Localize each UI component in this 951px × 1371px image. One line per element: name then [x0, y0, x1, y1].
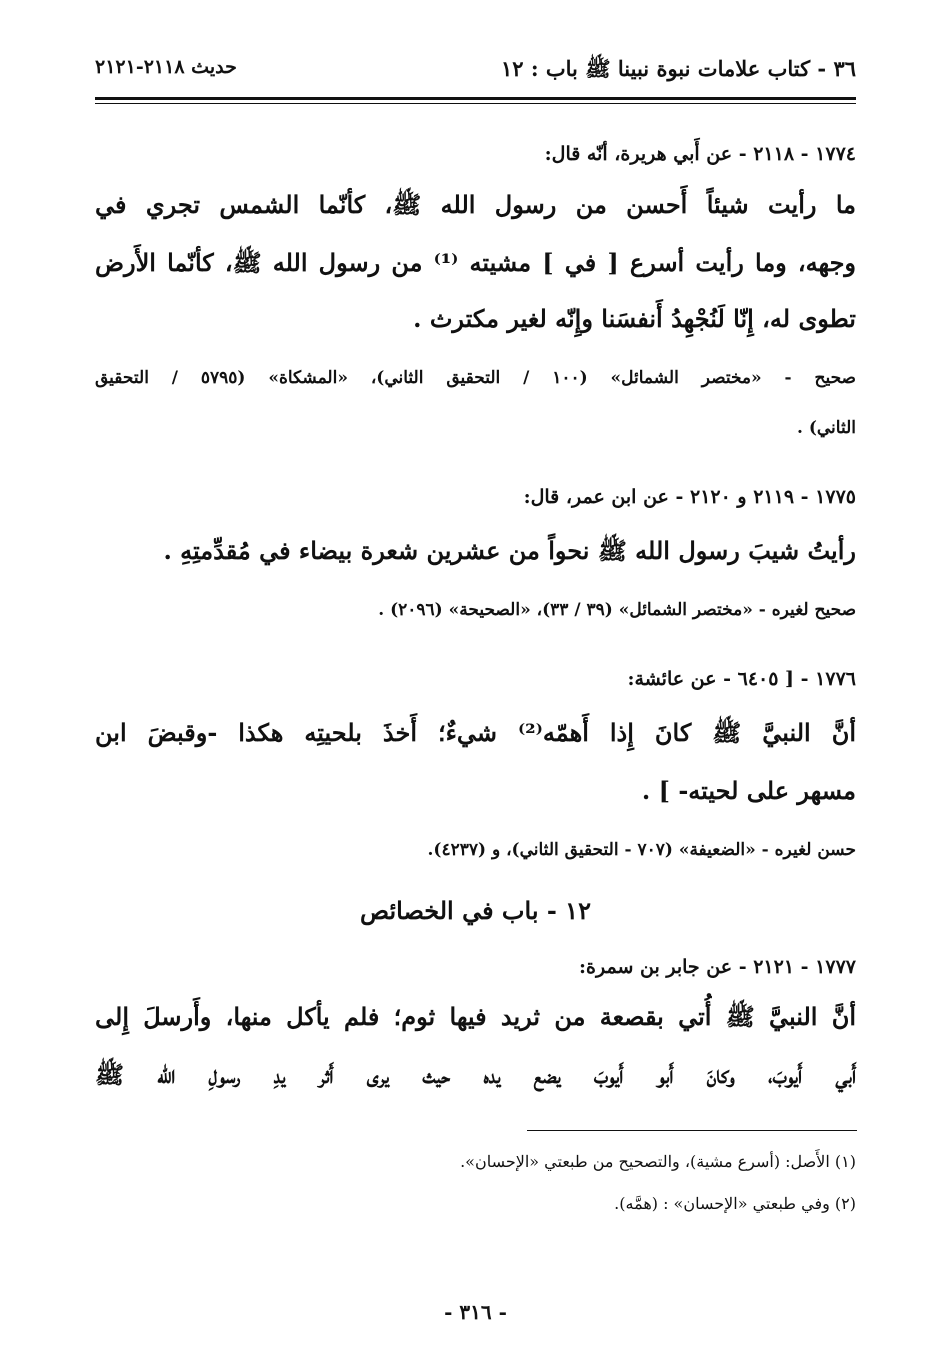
hadith-1777-intro: ١٧٧٧ - ٢١٢١ - عن جابر بن سمرة:: [579, 956, 856, 978]
footnote-2: (٢) وفي طبعتي «الإحسان» : (همَّه).: [614, 1194, 856, 1213]
hadith-1776-grading: حسن لغيره - «الضعيفة» (٧٠٧ - التحقيق الثاني)، و (٤٢٣٧).: [427, 840, 856, 860]
footnote-separator: [95, 1130, 857, 1131]
hadith-1774-grading-line-1: صحيح - «مختصر الشمائل» (١٠٠ / التحقيق الثاني)، «المشكاة» (٥٧٩٥ / التحقيق: [95, 368, 856, 388]
hadith-1775-text-line-1: رأيتُ شيبَ رسول الله ﷺ نحواً من عشرين شعرة بيضاء في مُقدِّمتِهِ .: [163, 536, 856, 565]
hadith-1774-text-line-2: وجهه، وما رأيت أسرع [ في ] مشيته ⁽¹⁾ من رسول الله ﷺ، كأنّما الأَرض: [95, 248, 856, 277]
header-rule-thin: [95, 103, 856, 104]
hadith-1777-text-line-2: أَبي أَيوبَ، وكانَ أَبو أَيوبَ يضع يده حيث يرى أَثر يدِ رسولِ الله ﷺ: [95, 1060, 856, 1089]
hadith-1774-grading-line-2: الثاني) .: [797, 418, 856, 438]
hadith-1776-text-line-1: أنَّ النبيَّ ﷺ كانَ إِذا أَهمّه⁽²⁾ شيءٌ؛ أَخذَ بلحيتِه هكذا -وقبضَ ابن: [95, 718, 857, 747]
page-number: - ٣١٦ -: [444, 1300, 507, 1324]
hadith-1774-intro: ١٧٧٤ - ٢١١٨ - عن أَبي هريرة، أنّه قال:: [544, 143, 856, 165]
header-rule-thick: [95, 97, 856, 100]
hadith-1774-text-line-3: تطوى له، إِنّا لَنُجْهِدُ أَنفسَنا وإِنّه لغير مكترث .: [413, 304, 856, 333]
hadith-1776-text-line-2: مسهر على لحيته- ] .: [641, 776, 856, 805]
running-header-hadith-range: حديث ٢١١٨-٢١٢١: [95, 56, 237, 78]
running-header-title: ٣٦ - كتاب علامات نبوة نبينا ﷺ باب : ١٢: [500, 56, 856, 81]
hadith-1775-grading: صحيح لغيره - «مختصر الشمائل» (٣٩ / ٣٣)، «الصحيحة» (٢٠٩٦) .: [378, 600, 856, 620]
hadith-1776-intro: ١٧٧٦ - [ ٦٤٠٥ - عن عائشة:: [627, 668, 856, 690]
hadith-1775-intro: ١٧٧٥ - ٢١١٩ و ٢١٢٠ - عن ابن عمر، قال:: [523, 486, 856, 508]
hadith-1774-text-line-1: ما رأيت شيئاً أَحسن من رسول الله ﷺ، كأنّما الشمس تجري في: [95, 190, 856, 219]
footnote-1: (١) الأَصل: (أسرع مشية)، والتصحيح من طبعتي «الإحسان».: [460, 1152, 856, 1171]
hadith-1777-text-line-1: أنَّ النبيَّ ﷺ أُتي بقصعة من ثريد فيها ثوم؛ فلم يأكل منها، وأَرسلَ إِلى: [95, 1002, 856, 1031]
section-heading: ١٢ - باب في الخصائص: [360, 896, 591, 925]
